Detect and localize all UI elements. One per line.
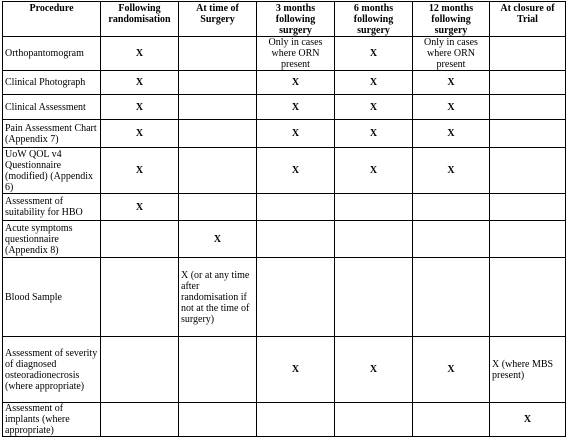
- procedure-cell: Pain Assessment Chart (Appendix 7): [3, 120, 101, 148]
- header-closure-of-trial: At closure of Trial: [490, 2, 566, 37]
- procedure-cell: Assessment of suitability for HBO: [3, 194, 101, 221]
- table-cell: X: [179, 221, 257, 258]
- table-cell: X: [335, 37, 413, 71]
- table-cell: [413, 194, 490, 221]
- table-row: [3, 337, 566, 403]
- table-cell: Only in cases where ORN present: [257, 37, 335, 71]
- header-procedure: Procedure: [3, 2, 101, 37]
- table-cell: [257, 194, 335, 221]
- table-cell: [179, 337, 257, 403]
- table-cell: X: [101, 148, 179, 194]
- table-cell: X: [335, 71, 413, 95]
- table-cell: [490, 95, 566, 120]
- table-cell: [101, 221, 179, 258]
- table-cell: X: [257, 95, 335, 120]
- table-cell: [490, 221, 566, 258]
- table-cell: X: [335, 95, 413, 120]
- table-cell: X: [335, 120, 413, 148]
- header-row: [3, 2, 566, 37]
- table-cell: [413, 258, 490, 337]
- table-cell: [490, 194, 566, 221]
- table-cell: [179, 403, 257, 437]
- table-cell: X: [101, 37, 179, 71]
- table-cell: [101, 258, 179, 337]
- header-time-of-surgery: At time of Surgery: [179, 2, 257, 37]
- header-3-months: 3 months following surgery: [257, 2, 335, 37]
- table-cell: X (where MBS present): [490, 337, 566, 403]
- table-cell: X: [257, 71, 335, 95]
- table-cell: [179, 95, 257, 120]
- table-cell: X: [413, 337, 490, 403]
- table-row: [3, 221, 566, 258]
- procedure-cell: Clinical Photograph: [3, 71, 101, 95]
- table-cell: [490, 148, 566, 194]
- table-cell: X: [413, 120, 490, 148]
- table-cell: [257, 403, 335, 437]
- table-cell: [490, 37, 566, 71]
- table-cell: X: [335, 337, 413, 403]
- table-cell: X (or at any time after randomisation if not at the time of surgery): [179, 258, 257, 337]
- procedure-cell: Blood Sample: [3, 258, 101, 337]
- table-cell: [335, 194, 413, 221]
- table-cell: X: [257, 337, 335, 403]
- table-cell: X: [257, 148, 335, 194]
- table-row: [3, 403, 566, 437]
- table-cell: X: [101, 95, 179, 120]
- table-cell: [490, 258, 566, 337]
- assessment-schedule-table: [2, 1, 566, 437]
- table-cell: [179, 148, 257, 194]
- table-cell: [179, 37, 257, 71]
- table-cell: [257, 221, 335, 258]
- table-cell: X: [413, 95, 490, 120]
- table-cell: [335, 403, 413, 437]
- table-row: [3, 120, 566, 148]
- table-cell: [101, 337, 179, 403]
- procedure-cell: Acute symptoms questionnaire (Appendix 8): [3, 221, 101, 258]
- procedure-cell: Clinical Assessment: [3, 95, 101, 120]
- table-cell: X: [101, 120, 179, 148]
- table-cell: X: [413, 148, 490, 194]
- table-cell: [335, 258, 413, 337]
- table-cell: X: [335, 148, 413, 194]
- table-row: [3, 194, 566, 221]
- table-cell: [179, 194, 257, 221]
- table-cell: [101, 403, 179, 437]
- table-cell: [179, 120, 257, 148]
- table-row: [3, 148, 566, 194]
- table-cell: X: [101, 194, 179, 221]
- header-following-randomisation: Following randomisation: [101, 2, 179, 37]
- procedure-cell: Orthopantomogram: [3, 37, 101, 71]
- table-cell: X: [413, 71, 490, 95]
- table-row: [3, 37, 566, 71]
- table-cell: X: [257, 120, 335, 148]
- procedure-cell: Assessment of implants (where appropriate): [3, 403, 101, 437]
- table-cell: X: [490, 403, 566, 437]
- table-cell: [257, 258, 335, 337]
- header-12-months: 12 months following surgery: [413, 2, 490, 37]
- procedure-cell: UoW QOL v4 Questionnaire (modified) (Appendix 6): [3, 148, 101, 194]
- procedure-cell: Assessment of severity of diagnosed osteoradionecrosis (where appropriate): [3, 337, 101, 403]
- table-cell: [490, 71, 566, 95]
- table-row: [3, 71, 566, 95]
- table-row: [3, 95, 566, 120]
- table-row: [3, 258, 566, 337]
- table-cell: X: [101, 71, 179, 95]
- table-cell: [413, 221, 490, 258]
- table-cell: [179, 71, 257, 95]
- header-6-months: 6 months following surgery: [335, 2, 413, 37]
- table-cell: [490, 120, 566, 148]
- table-cell: Only in cases where ORN present: [413, 37, 490, 71]
- table-cell: [335, 221, 413, 258]
- table-cell: [413, 403, 490, 437]
